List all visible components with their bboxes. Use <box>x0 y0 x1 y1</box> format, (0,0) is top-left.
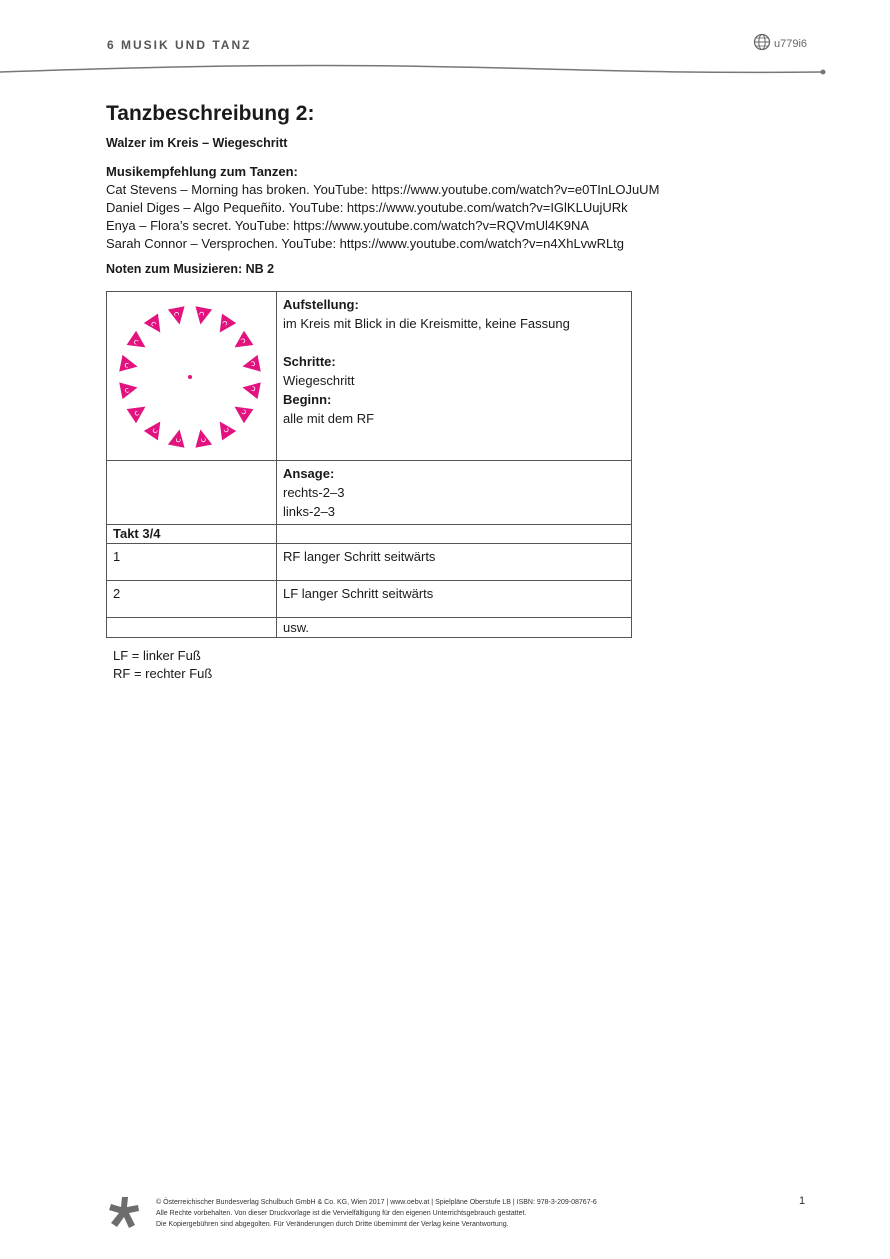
dancer-marker <box>168 428 188 448</box>
count-cell <box>107 618 277 638</box>
svg-text:c: c <box>149 426 160 436</box>
page-title: Tanzbeschreibung 2: <box>106 102 315 125</box>
aufstellung-label: Aufstellung: <box>283 297 359 312</box>
table-row <box>107 525 632 544</box>
svg-text:c: c <box>250 359 257 369</box>
step-cell: RF langer Schritt seitwärts <box>277 544 632 581</box>
schritte-label: Schritte: <box>283 354 336 369</box>
count-cell: 1 <box>107 544 277 581</box>
music-line: Daniel Diges – Algo Pequeñito. YouTube: https://www.youtube.com/watch?v=IGlKLUujURk <box>106 200 628 215</box>
svg-text:c: c <box>239 407 249 418</box>
dancer-marker <box>241 379 261 399</box>
footer-copyright <box>156 1197 597 1230</box>
svg-text:c: c <box>220 318 231 328</box>
circle-formation-diagram <box>107 292 264 452</box>
dancer-marker <box>241 355 261 375</box>
music-line: Enya – Flora’s secret. YouTube: https://www.youtube.com/watch?v=RQVmUl4K9NA <box>106 218 590 233</box>
dancer-marker <box>213 314 237 338</box>
footer-line: Die Kopiergebühren sind abgegolten. Für Veränderungen durch Dritte übernimmt der Verlag keine Verantwortung. <box>156 1221 509 1228</box>
dancer-marker <box>192 428 212 448</box>
dancer-marker <box>144 314 168 338</box>
music-line: Cat Stevens – Morning has broken. YouTube: https://www.youtube.com/watch?v=e0TInLOJuUM <box>106 182 660 197</box>
footer-line: © Österreichischer Bundesverlag Schulbuch GmbH & Co. KG, Wien 2017 | www.oebv.at | Spielpläne Oberstufe LB | ISBN: 978-3-209-08767-6 <box>156 1199 597 1206</box>
dancer-marker <box>127 331 151 355</box>
music-line: Sarah Connor – Versprochen. YouTube: https://www.youtube.com/watch?v=n4XhLvwRLtg <box>106 236 625 251</box>
svg-text:c: c <box>250 384 257 394</box>
dancer-marker <box>230 331 254 355</box>
dancer-marker <box>119 355 139 375</box>
ansage-line: links-2–3 <box>283 504 336 519</box>
table-row <box>107 461 632 525</box>
svg-text:c: c <box>148 319 159 328</box>
aufstellung-text: im Kreis mit Blick in die Kreismitte, keine Fassung <box>283 316 570 331</box>
legend-rf: RF = rechter Fuß <box>113 666 213 681</box>
takt-label: Takt 3/4 <box>107 525 277 544</box>
step-cell: LF langer Schritt seitwärts <box>277 581 632 618</box>
subtitle: Walzer im Kreis – Wiegeschritt <box>106 136 288 150</box>
table-row <box>107 581 632 618</box>
table-row <box>107 292 632 461</box>
dancer-marker <box>213 417 237 441</box>
svg-text:c: c <box>123 385 130 395</box>
ansage-cell <box>277 461 632 525</box>
step-cell: usw. <box>277 618 632 638</box>
header-divider <box>0 60 830 80</box>
legend <box>113 647 212 683</box>
svg-text:c: c <box>198 437 208 444</box>
svg-text:c: c <box>197 310 207 317</box>
circle-center-dot <box>188 375 192 379</box>
dancer-marker <box>144 417 168 441</box>
dancer-marker <box>192 306 212 326</box>
legend-lf: LF = linker Fuß <box>113 648 201 663</box>
count-cell: 2 <box>107 581 277 618</box>
header-section-label: 6 MUSIK UND TANZ <box>107 38 252 52</box>
svg-text:c: c <box>173 437 183 444</box>
svg-text:c: c <box>131 336 141 347</box>
svg-text:c: c <box>239 335 248 346</box>
beginn-label: Beginn: <box>283 392 332 407</box>
noten-reference: Noten zum Musizieren: NB 2 <box>106 262 275 276</box>
svg-text:c: c <box>123 360 130 370</box>
dancer-marker <box>119 379 139 399</box>
dance-table <box>106 291 632 638</box>
music-recommendations <box>106 163 659 253</box>
table-row <box>107 544 632 581</box>
ansage-line: rechts-2–3 <box>283 485 345 500</box>
schritte-text: Wiegeschritt <box>283 373 355 388</box>
formation-cell <box>277 292 632 461</box>
beginn-text: alle mit dem RF <box>283 411 375 426</box>
svg-text:c: c <box>221 426 232 435</box>
globe-icon[interactable] <box>753 33 771 51</box>
music-heading: Musikempfehlung zum Tanzen: <box>106 164 298 179</box>
dancer-marker <box>127 400 151 424</box>
page-number: 1 <box>799 1195 806 1207</box>
footer-line: Alle Rechte vorbehalten. Von dieser Druckvorlage ist die Vervielfältigung für den eigenen Unterrichtsgebrauch gestattet. <box>156 1210 527 1217</box>
publisher-logo <box>108 1195 140 1229</box>
svg-text:c: c <box>172 310 182 317</box>
empty-cell <box>277 525 632 544</box>
svg-text:c: c <box>132 408 141 419</box>
empty-cell <box>107 461 277 525</box>
table-row <box>107 618 632 638</box>
header-code[interactable]: u779i6 <box>774 38 808 50</box>
ansage-label: Ansage: <box>283 466 335 481</box>
circle-diagram-cell <box>107 292 277 461</box>
dancer-marker <box>168 306 188 326</box>
dancer-marker <box>230 400 254 424</box>
